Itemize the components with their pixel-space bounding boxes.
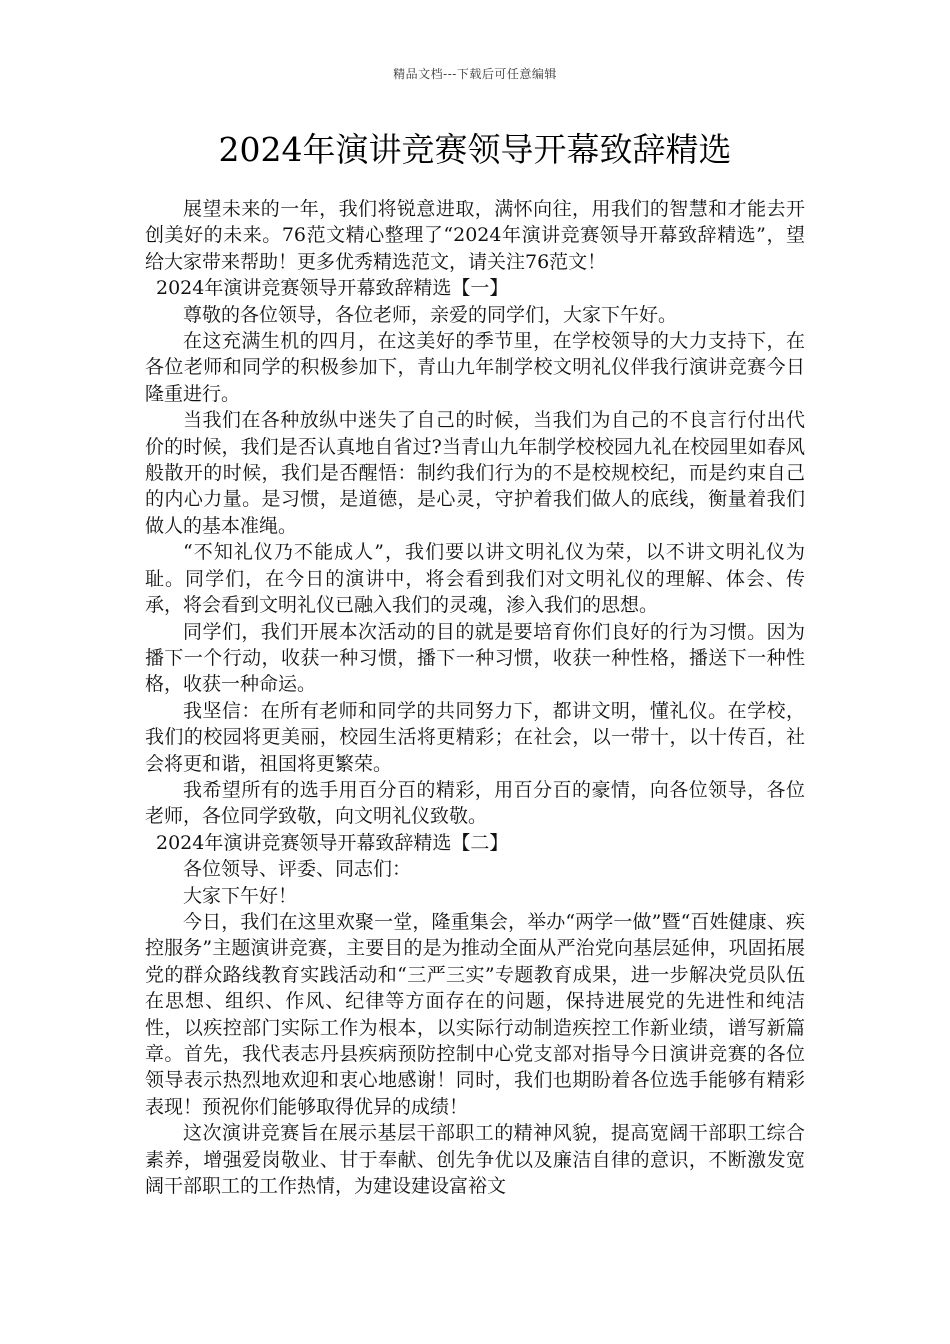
paragraph: 尊敬的各位领导，各位老师，亲爱的同学们，大家下午好。 xyxy=(183,303,678,326)
intro-paragraph: 展望未来的一年，我们将锐意进取，满怀向往，用我们的智慧和才能去开创美好的未来。76范文精心整理了“2024年演讲竞赛领导开幕致辞精选”，望给大家带来帮助！更多优秀精选范文，请关注76范文！ xyxy=(145,198,805,273)
paragraph: 大家下午好！ xyxy=(183,884,298,907)
paragraph: 这次演讲竞赛旨在展示基层干部职工的精神风貌，提高宽阔干部职工综合素养，增强爱岗敬业、甘于奉献、创先争优以及廉洁自律的意识，不断激发宽阔干部职工的工作热情，为建设建设富裕文 xyxy=(145,1122,805,1198)
paragraph: 我希望所有的选手用百分百的精彩，用百分百的豪情，向各位领导，各位老师，各位同学致敬，向文明礼仪致敬。 xyxy=(145,778,805,828)
paragraph: “不知礼仪乃不能成人”，我们要以讲文明礼仪为荣，以不讲文明礼仪为耻。同学们，在今日的演讲中，将会看到我们对文明礼仪的理解、体会、传承，将会看到文明礼仪已融入我们的灵魂，渗入我们的思想。 xyxy=(145,541,805,617)
paragraph: 各位领导、评委、同志们： xyxy=(183,858,412,881)
paragraph: 今日，我们在这里欢聚一堂，隆重集会，举办“两学一做”暨“百姓健康、疾控服务”主题演讲竞赛，主要目的是为推动全面从严治党向基层延伸，巩固拓展党的群众路线教育实践活动和“三严三实”专题教育成果，进一步解决党员队伍在思想、组织、作风、纪律等方面存在的问题，保持进展党的先进性和纯洁性，以疾控部门实际工作为根本，以实际行动制造疾控工作新业绩，谱写新篇章。首先，我代表志丹县疾病预防控制中心党支部对指导今日演讲竞赛的各位领导表示热烈地欢迎和衷心地感谢！同时，我们也期盼着各位选手能够有精彩表现！预祝你们能够取得优异的成绩！ xyxy=(145,910,805,1118)
document-body xyxy=(145,196,805,1199)
header-note: 精品文档---下载后可任意编辑 xyxy=(393,67,557,81)
section-heading-2: 2024年演讲竞赛领导开幕致辞精选【二】 xyxy=(156,831,509,854)
paragraph: 当我们在各种放纵中迷失了自己的时候，当我们为自己的不良言行付出代价的时候，我们是否认真地自省过?当青山九年制学校校园九礼在校园里如春风般散开的时候，我们是否醒悟：制约我们行为的不是校规校纪，而是约束自己的内心力量。是习惯，是道德，是心灵，守护着我们做人的底线，衡量着我们做人的基本准绳。 xyxy=(145,409,805,537)
paragraph: 我坚信：在所有老师和同学的共同努力下，都讲文明，懂礼仪。在学校，我们的校园将更美丽，校园生活将更精彩；在社会，以一带十，以十传百，社会将更和谐，祖国将更繁荣。 xyxy=(145,699,805,775)
paragraph: 在这充满生机的四月，在这美好的季节里，在学校领导的大力支持下，在各位老师和同学的积极参加下，青山九年制学校文明礼仪伴我行演讲竞赛今日隆重进行。 xyxy=(145,330,805,405)
paragraph: 同学们，我们开展本次活动的目的就是要培育你们良好的行为习惯。因为播下一个行动，收获一种习惯，播下一种习惯，收获一种性格，播送下一种性格，收获一种命运。 xyxy=(145,620,805,696)
document-title: 2024年演讲竞赛领导开幕致辞精选 xyxy=(218,130,732,169)
section-heading-1: 2024年演讲竞赛领导开幕致辞精选【一】 xyxy=(156,277,509,300)
